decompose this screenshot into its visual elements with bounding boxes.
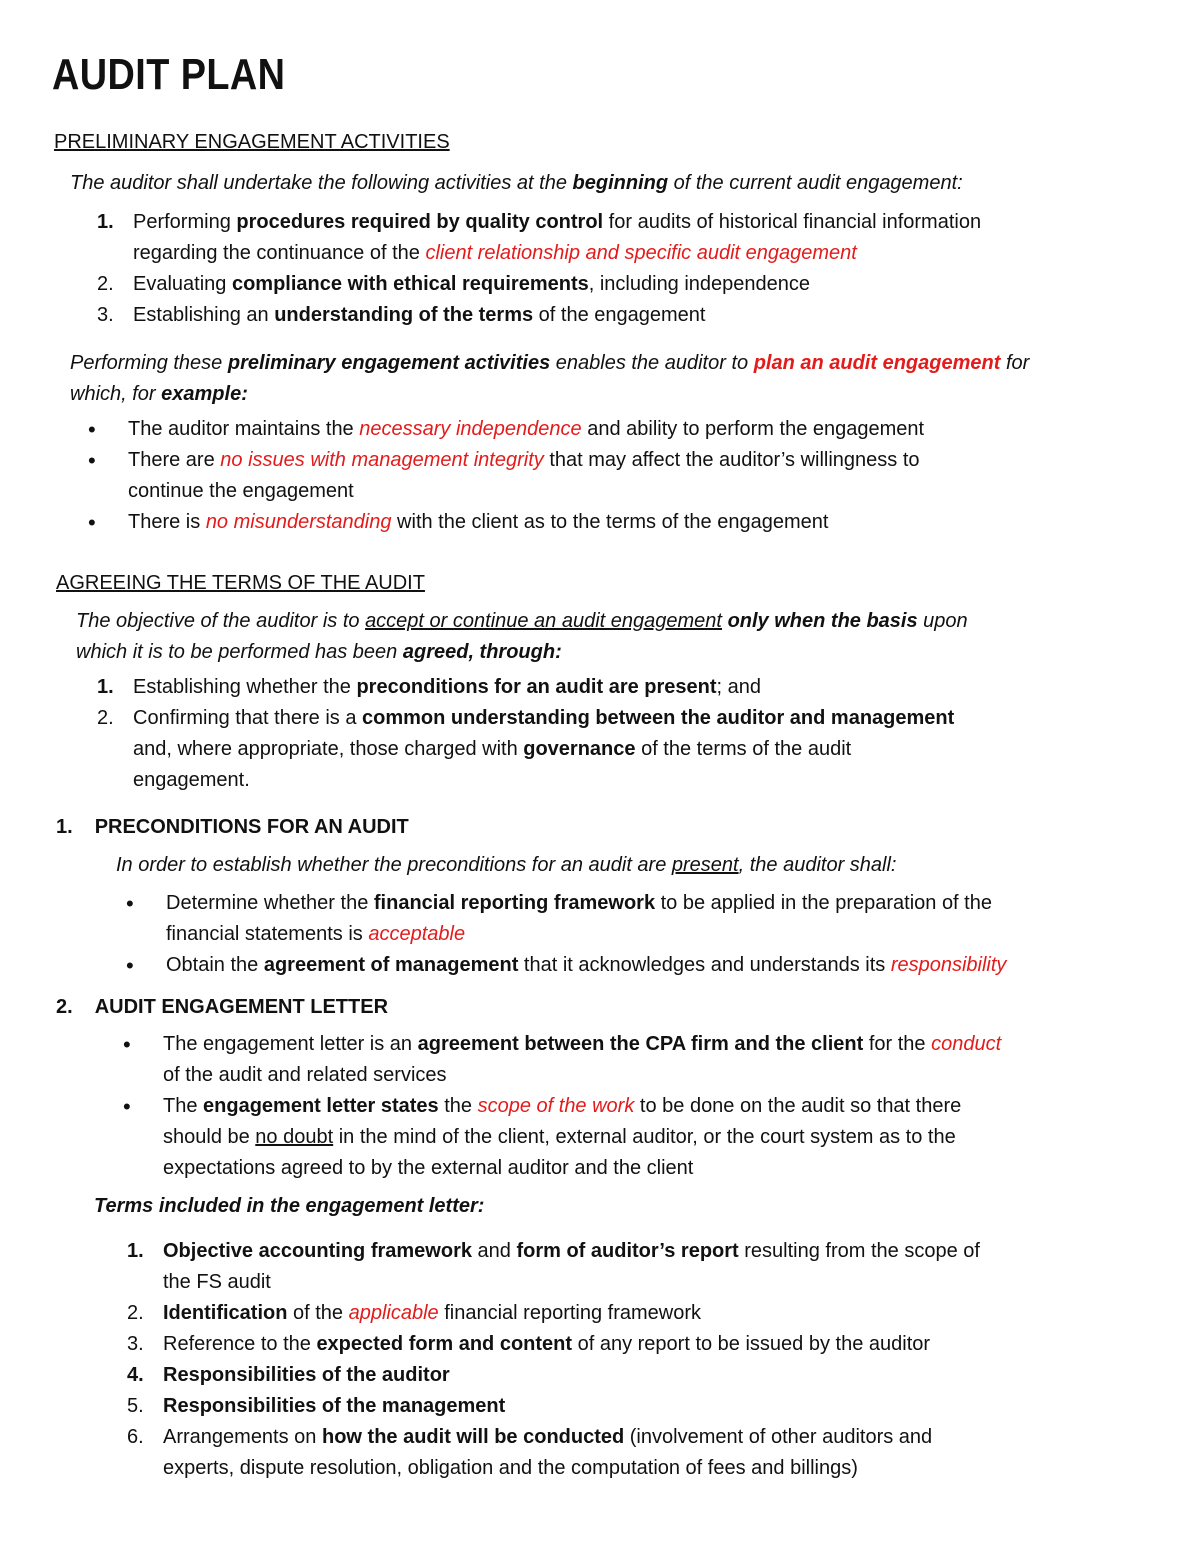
agreeing-terms-list [97,672,1153,796]
preliminary-intro: The auditor shall undertake the following activities at the beginning of the current audit engagement: [70,172,963,194]
preliminary-activities-list [97,207,1153,331]
list-item: 5. Responsibilities of the management [127,1395,506,1417]
list-item: 1. Performing procedures required by quality control for audits of historical financial information regarding the continuance of the client relationship and specific audit engagement [97,211,982,264]
list-item: • Obtain the agreement of management that it acknowledges and understands its responsibility [166,950,1156,981]
bullet-icon: • [88,448,96,473]
bullet-icon: • [123,1032,131,1057]
engagement-letter-list [123,1029,1158,1184]
preconditions-intro: In order to establish whether the preconditions for an audit are present, the auditor shall: [116,854,897,876]
list-item: • Determine whether the financial reporting framework to be applied in the preparation of the financial statements is acceptable [166,888,1156,950]
bullet-icon: • [126,891,134,916]
engagement-terms-list [127,1236,1158,1484]
page-title: AUDIT PLAN [52,50,286,99]
list-item: 4. Responsibilities of the auditor [127,1364,450,1386]
section-heading-agreeing-terms: AGREEING THE TERMS OF THE AUDIT [56,572,425,594]
section-heading-preliminary: PRELIMINARY ENGAGEMENT ACTIVITIES [54,131,450,153]
preliminary-purpose-paragraph: Performing these preliminary engagement activities enables the auditor to plan an audit engagement for which, for example: [70,352,1030,405]
list-item: 1. Establishing whether the preconditions for an audit are present; and [97,676,762,698]
bullet-icon: • [123,1094,131,1119]
list-item: • The engagement letter states the scope of the work to be done on the audit so that there should be no doubt in the mind of the client, external auditor, or the court system as to the expectations agreed to by the external auditor and the client [163,1091,1158,1184]
subsection-heading-preconditions: 1. PRECONDITIONS FOR AN AUDIT [56,816,409,838]
list-item: 2. Evaluating compliance with ethical requirements, including independence [97,273,811,295]
preliminary-examples-list [88,414,1158,538]
list-item: • The engagement letter is an agreement between the CPA firm and the client for the conduct of the audit and related services [163,1029,1158,1091]
list-item: • The auditor maintains the necessary independence and ability to perform the engagement [128,414,1158,445]
list-item: 2. Identification of the applicable financial reporting framework [127,1302,702,1324]
list-item: • There is no misunderstanding with the client as to the terms of the engagement [128,507,1158,538]
bullet-icon: • [88,417,96,442]
list-item: 6. Arrangements on how the audit will be conducted (involvement of other auditors and experts, dispute resolution, obligation and the computation of fees and billings) [127,1426,933,1479]
list-item: 3. Establishing an understanding of the terms of the engagement [97,304,706,326]
terms-heading: Terms included in the engagement letter: [94,1195,485,1217]
list-item: 1. Objective accounting framework and form of auditor’s report resulting from the scope of the FS audit [127,1240,980,1293]
agreeing-terms-intro: The objective of the auditor is to accept or continue an audit engagement only when the basis upon which it is to be performed has been agreed, through: [76,610,968,663]
list-item: • There are no issues with management integrity that may affect the auditor’s willingness to continue the engagement [128,445,1158,507]
list-item: 2. Confirming that there is a common understanding between the auditor and management and, where appropriate, those charged with governance of the terms of the audit engagement. [97,707,955,791]
bullet-icon: • [126,953,134,978]
subsection-heading-engagement-letter: 2. AUDIT ENGAGEMENT LETTER [56,996,389,1018]
preconditions-list [126,888,1156,981]
bullet-icon: • [88,510,96,535]
list-item: 3. Reference to the expected form and content of any report to be issued by the auditor [127,1333,931,1355]
